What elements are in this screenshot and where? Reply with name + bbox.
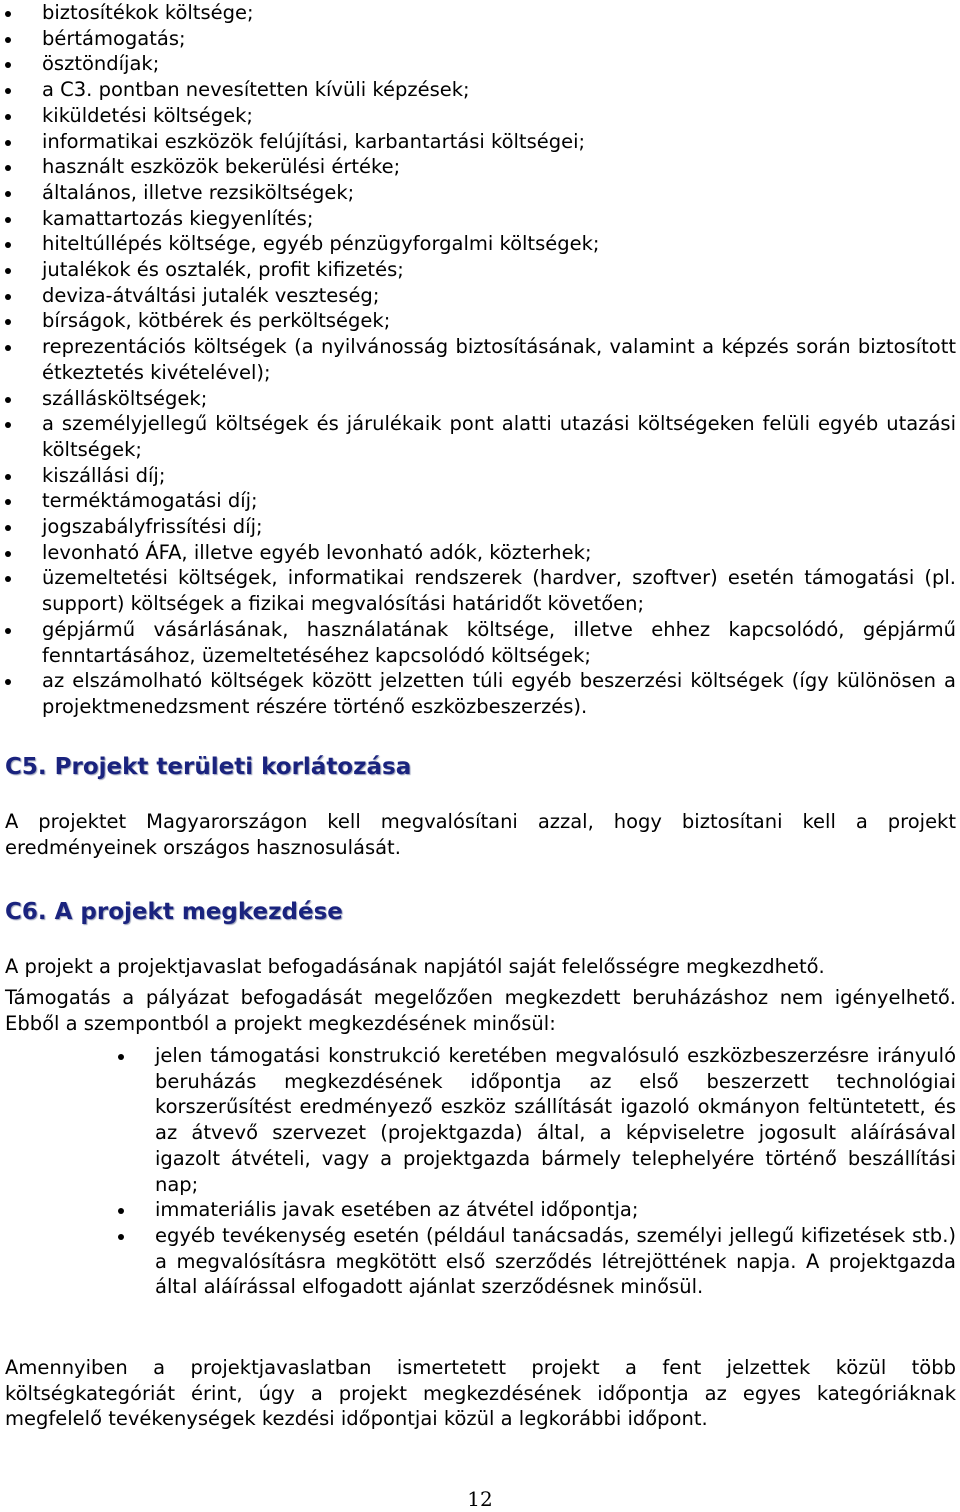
section-c5-paragraph: A projektet Magyarországon kell megvalósítani azzal, hogy biztosítani kell a projekt eredményeinek országos hasznosulását. [5, 810, 956, 859]
bullet-icon [5, 37, 11, 43]
bullet-icon [5, 679, 11, 685]
list-item-text: üzemeltetési költségek, informatikai rendszerek (hardver, szoftver) esetén támogatási (pl. support) költségek a fizikai megvalósítási határidőt követően; [42, 566, 956, 616]
list-item-text: egyéb tevékenység esetén (például tanácsadás, személyi jellegű kifizetések stb.) a megvalósításra megkötött első szerződés létrejöttének napja. A projektgazda által aláírással elfogadott ajánlat szerződésnek minősül. [155, 1223, 956, 1299]
list-item [42, 26, 956, 52]
bullet-icon [5, 217, 11, 223]
section-c6-paragraph-1: A projekt a projektjavaslat befogadásának napjától saját felelősségre megkezdhető. [5, 955, 825, 978]
section-c5-heading: C5. Projekt területi korlátozása [5, 754, 412, 780]
list-item [42, 51, 956, 77]
list-item [42, 540, 956, 566]
bullet-icon [5, 474, 11, 480]
section-c6-paragraph-3: Amennyiben a projektjavaslatban ismertetett projekt a fent jelzettek közül több költségkategóriát érint, úgy a projekt megkezdésének időpontja az egyes kategóriáknak megfelelő tevékenységek kezdési időpontjai közül a legkorábbi időpont. [5, 1356, 956, 1431]
list-item [42, 206, 956, 232]
list-item-text: szállásköltségek; [42, 386, 208, 410]
list-item-text: deviza-átváltási jutalék veszteség; [42, 283, 380, 307]
list-item [42, 463, 956, 489]
bullet-icon [5, 294, 11, 300]
bullet-icon [5, 62, 11, 68]
bullet-icon [5, 397, 11, 403]
list-item [42, 154, 956, 180]
list-item [42, 180, 956, 206]
list-item-text: használt eszközök bekerülési értéke; [42, 155, 401, 179]
bullet-icon [5, 319, 11, 325]
list-item [42, 77, 956, 103]
list-item-text: a személyjellegű költségek és járulékaik pont alatti utazási költségeken felüli egyéb utazási költségek; [42, 412, 956, 461]
project-start-criteria-list [155, 1043, 956, 1300]
list-item-text: jelen támogatási konstrukció keretében megvalósuló eszközbeszerzésre irányuló beruházás megkezdésének időpontja az első beszerzett technológiai korszerűsítést eredményező eszköz szállítását igazoló okmányon feltüntetett, és az átvevő szervezet (projektgazda) által, a képviseletre jogosult aláírásával igazolt átvételi, vagy a projektgazda bármely telephelyére történő beszállítási nap; [155, 1044, 956, 1196]
bullet-icon [5, 576, 11, 582]
section-c6-paragraph-2: Támogatás a pályázat befogadását megelőzően megkezdett beruházáshoz nem igényelhető. Ebből a szempontból a projekt megkezdésének minősül: [5, 986, 956, 1035]
bullet-icon [5, 88, 11, 94]
excluded-costs-list [42, 0, 956, 720]
list-item-text: gépjármű vásárlásának, használatának költsége, illetve ehhez kapcsolódó, gépjármű fenntartásához, üzemeltetéséhez kapcsolódó költségek; [42, 617, 956, 667]
list-item-text: jogszabályfrissítési díj; [42, 515, 263, 539]
list-item-text: reprezentációs költségek (a nyilvánosság biztosításának, valamint a képzés során biztosított étkeztetés kivételével); [42, 335, 956, 384]
list-item [42, 283, 956, 309]
list-item-text: az elszámolható költségek között jelzetten túli egyéb beszerzési költségek (így különösen a projektmenedzsment részére történő eszközbeszerzés). [42, 669, 956, 718]
list-item [42, 129, 956, 155]
bullet-icon [5, 551, 11, 557]
bullet-icon [5, 628, 11, 634]
list-item [42, 308, 956, 334]
list-item [42, 668, 956, 719]
list-item-text: ösztöndíjak; [42, 52, 160, 76]
list-item-text: terméktámogatási díj; [42, 489, 258, 513]
list-item [42, 617, 956, 668]
list-item [155, 1223, 956, 1300]
list-item-text: biztosítékok költsége; [42, 1, 254, 24]
bullet-icon [5, 268, 11, 274]
list-item [42, 411, 956, 462]
list-item-text: jutalékok és osztalék, profit kifizetés; [42, 258, 404, 282]
list-item-text: immateriális javak esetében az átvétel időpontja; [155, 1198, 639, 1222]
list-item-text: bértámogatás; [42, 26, 186, 50]
page-number: 12 [467, 1487, 493, 1511]
list-item [155, 1043, 956, 1197]
list-item [42, 514, 956, 540]
bullet-icon [5, 140, 11, 146]
bullet-icon [5, 191, 11, 197]
list-item-text: hiteltúllépés költsége, egyéb pénzügyforgalmi költségek; [42, 232, 600, 256]
list-item [42, 565, 956, 616]
list-item-text: kiszállási díj; [42, 463, 166, 487]
bullet-icon [5, 422, 11, 428]
list-item-text: bírságok, kötbérek és perköltségek; [42, 309, 391, 333]
list-item-text: levonható ÁFA, illetve egyéb levonható adók, közterhek; [42, 540, 592, 564]
list-item-text: általános, illetve rezsiköltségek; [42, 180, 355, 204]
list-item [155, 1197, 956, 1223]
list-item [42, 488, 956, 514]
bullet-icon [5, 242, 11, 248]
list-item [42, 257, 956, 283]
bullet-icon [118, 1208, 124, 1214]
list-item [42, 386, 956, 412]
list-item-text: informatikai eszközök felújítási, karbantartási költségei; [42, 129, 586, 153]
bullet-icon [5, 11, 11, 17]
bullet-icon [5, 114, 11, 120]
list-item [42, 231, 956, 257]
list-item [42, 0, 956, 26]
section-c6-heading: C6. A projekt megkezdése [5, 899, 343, 925]
bullet-icon [5, 345, 11, 351]
bullet-icon [118, 1054, 124, 1060]
list-item [42, 334, 956, 385]
list-item [42, 103, 956, 129]
list-item-text: a C3. pontban nevesítetten kívüli képzések; [42, 78, 470, 102]
bullet-icon [5, 165, 11, 171]
list-item-text: kiküldetési költségek; [42, 103, 253, 127]
bullet-icon [5, 525, 11, 531]
list-item-text: kamattartozás kiegyenlítés; [42, 206, 314, 230]
bullet-icon [118, 1234, 124, 1240]
bullet-icon [5, 499, 11, 505]
